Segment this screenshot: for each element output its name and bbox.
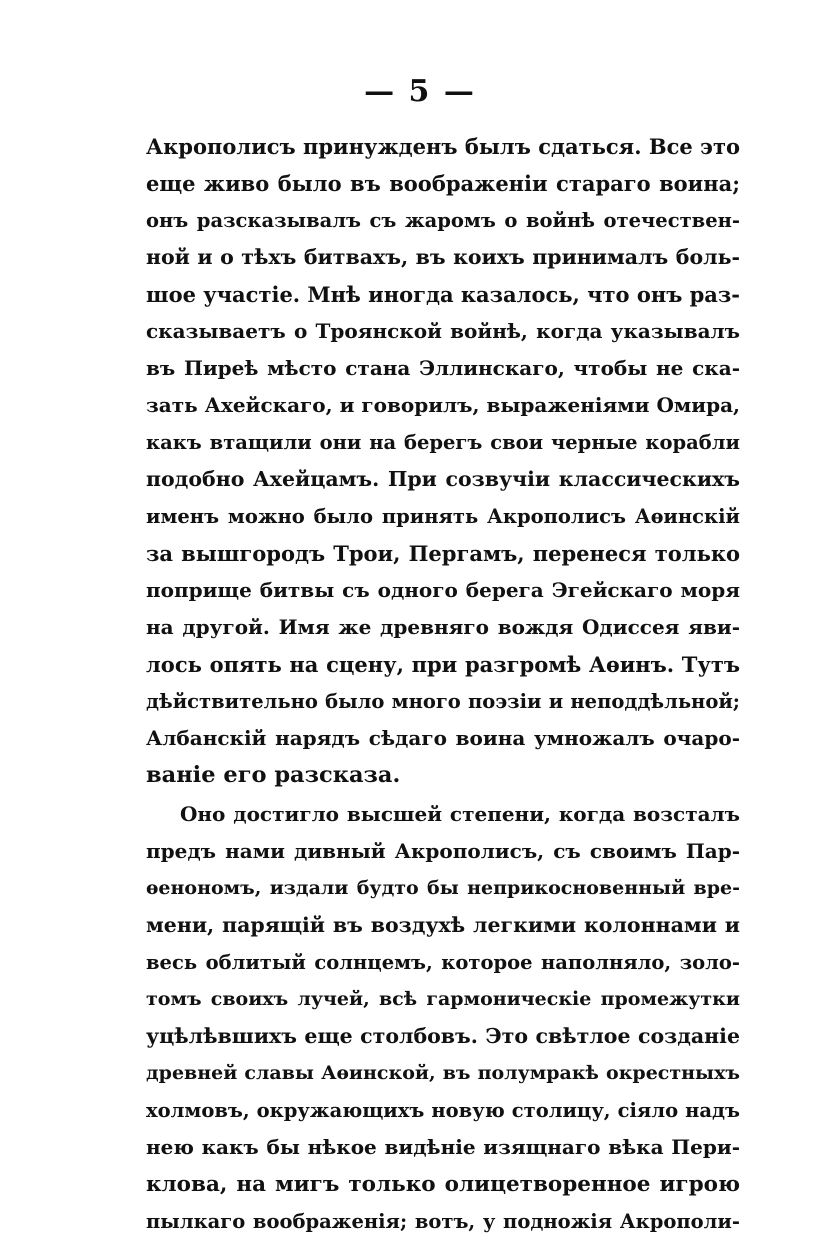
text-line: предъ нами дивный Акрополисъ, съ своимъ Пар- — [146, 839, 740, 863]
text-line: въ Пиреѣ мѣсто стана Эллинскаго, чтобы не ска- — [146, 356, 740, 380]
text-line: еще живо было въ воображенiи стараго воина; — [146, 171, 740, 196]
text-line: онъ разсказывалъ съ жаромъ о войнѣ отечествен- — [146, 209, 740, 232]
body-text — [146, 128, 740, 1240]
text-line: древней славы Аѳинской, въ полумракѣ окрестныхъ — [146, 1062, 740, 1084]
text-line: пылкаго воображенiя; вотъ, у подножiя Акрополи- — [146, 1210, 740, 1233]
text-line: на другой. Имя же древняго вождя Одиссея яви- — [146, 615, 740, 639]
page-number: — 5 — — [364, 74, 476, 109]
text-line: томъ своихъ лучей, всѣ гармоническiе промежутки — [146, 988, 740, 1010]
text-line: какъ втащили они на берегъ свои черные корабли — [146, 431, 740, 454]
text-line: Акрополисъ принужденъ былъ сдаться. Все это — [146, 134, 740, 159]
text-line: ѳенономъ, издали будто бы неприкосновенный вре- — [146, 877, 740, 899]
text-line: дѣйствительно было много поэзiи и неподдѣльной; — [146, 690, 740, 713]
text-line: Албанскiй нарядъ сѣдаго воина умножалъ очаро- — [146, 726, 740, 750]
text-line: мени, парящiй въ воздухѣ легкими колоннами и — [146, 913, 740, 937]
text-line: шое участiе. Мнѣ иногда казалось, что онъ раз- — [146, 282, 740, 307]
text-line: лось опять на сцену, при разгромѣ Аѳинъ. Тутъ — [146, 652, 740, 677]
text-line: ванiе его разсказа. — [146, 762, 401, 788]
text-line: подобно Ахейцамъ. При созвучiи классическихъ — [146, 467, 740, 491]
text-line: холмовъ, окружающихъ новую столицу, сiяло надъ — [146, 1099, 740, 1122]
text-line: клова, на мигъ только олицетворенное игрою — [146, 1172, 740, 1197]
text-line: поприще битвы съ одного берега Эгейскаго моря — [146, 578, 740, 602]
text-line: зать Ахейскаго, и говорилъ, выраженiями Омира, — [146, 393, 740, 417]
text-line: именъ можно было принять Акрополисъ Аѳинскiй — [146, 505, 740, 528]
text-line: сказываетъ о Троянской войнѣ, когда указывалъ — [146, 319, 740, 343]
paragraph-2 — [146, 796, 740, 1240]
text-line: уцѣлѣвшихъ еще столбовъ. Это свѣтлое созданiе — [146, 1024, 740, 1048]
text-line: нею какъ бы нѣкое видѣнiе изящнаго вѣка Пери- — [146, 1135, 740, 1159]
paragraph-1 — [146, 128, 740, 794]
text-line: ной и о тѣхъ битвахъ, въ коихъ принималъ боль- — [146, 245, 740, 269]
text-line: Оно достигло высшей степени, когда возсталъ — [180, 802, 740, 826]
text-line: за вышгородъ Трои, Пергамъ, перенеся только — [146, 541, 740, 566]
text-line: весь облитый солнцемъ, которое наполняло, золо- — [146, 951, 740, 974]
